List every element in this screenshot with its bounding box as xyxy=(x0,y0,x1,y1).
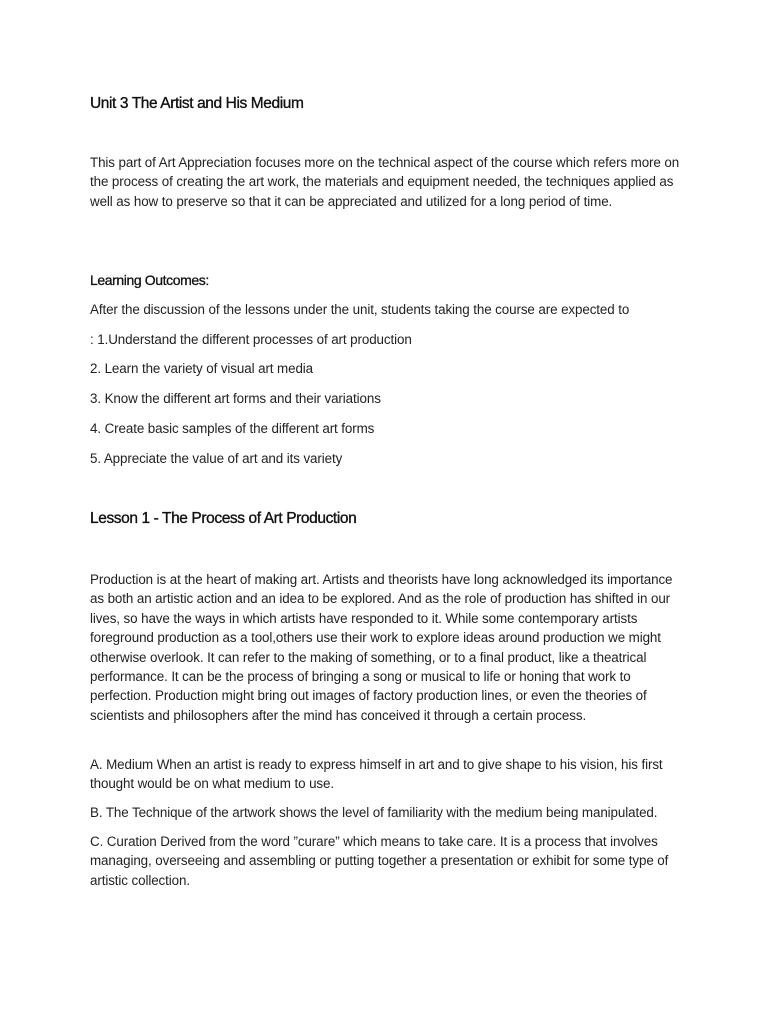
learning-outcomes-lead: After the discussion of the lessons under the unit, students taking the course are expected to xyxy=(90,302,630,317)
lesson-point-b: B. The Technique of the artwork shows the level of familiarity with the medium being manipulated. xyxy=(90,805,658,820)
lesson-point-a: A. Medium When an artist is ready to express himself in art and to give shape to his vision, his first thought would be on what medium to use. xyxy=(90,757,663,792)
unit-intro-paragraph: This part of Art Appreciation focuses more on the technical aspect of the course which refers more on the process of creating the art work, the materials and equipment needed, the techniques applied as well as how to preserve so that it can be appreciated and utilized for a long period of time. xyxy=(90,155,680,209)
outcome-item-1: : 1.Understand the different processes of art production xyxy=(90,332,412,347)
learning-outcomes-heading: Learning Outcomes: xyxy=(90,272,209,288)
lesson-title: Lesson 1 - The Process of Art Production xyxy=(90,510,357,527)
lesson-paragraph: Production is at the heart of making art. Artists and theorists have long acknowledged its importance as both an artistic action and an idea to be explored. And as the role of production has shifted in our lives, so have the ways in which artists have responded to it. While some contemporary artists foreground production as a tool,others use their work to explore ideas around production we might otherwise overlook. It can refer to the making of something, or to a final product, like a theatrical performance. It can be the process of bringing a song or musical to life or honing that work to perfection. Production might bring out images of factory production lines, or even the theories of scientists and philosophers after the mind has conceived it through a certain process. xyxy=(90,572,673,723)
unit-title: Unit 3 The Artist and His Medium xyxy=(90,95,304,112)
outcome-item-2: 2. Learn the variety of visual art media xyxy=(90,361,314,376)
lesson-point-c: C. Curation Derived from the word ”curare” which means to take care. It is a process that involves managing, overseeing and assembling or putting together a presentation or exhibit for some type of artistic collection. xyxy=(90,834,669,888)
outcome-item-5: 5. Appreciate the value of art and its variety xyxy=(90,451,343,466)
outcome-item-4: 4. Create basic samples of the different art forms xyxy=(90,421,375,436)
outcome-item-3: 3. Know the different art forms and their variations xyxy=(90,391,381,406)
